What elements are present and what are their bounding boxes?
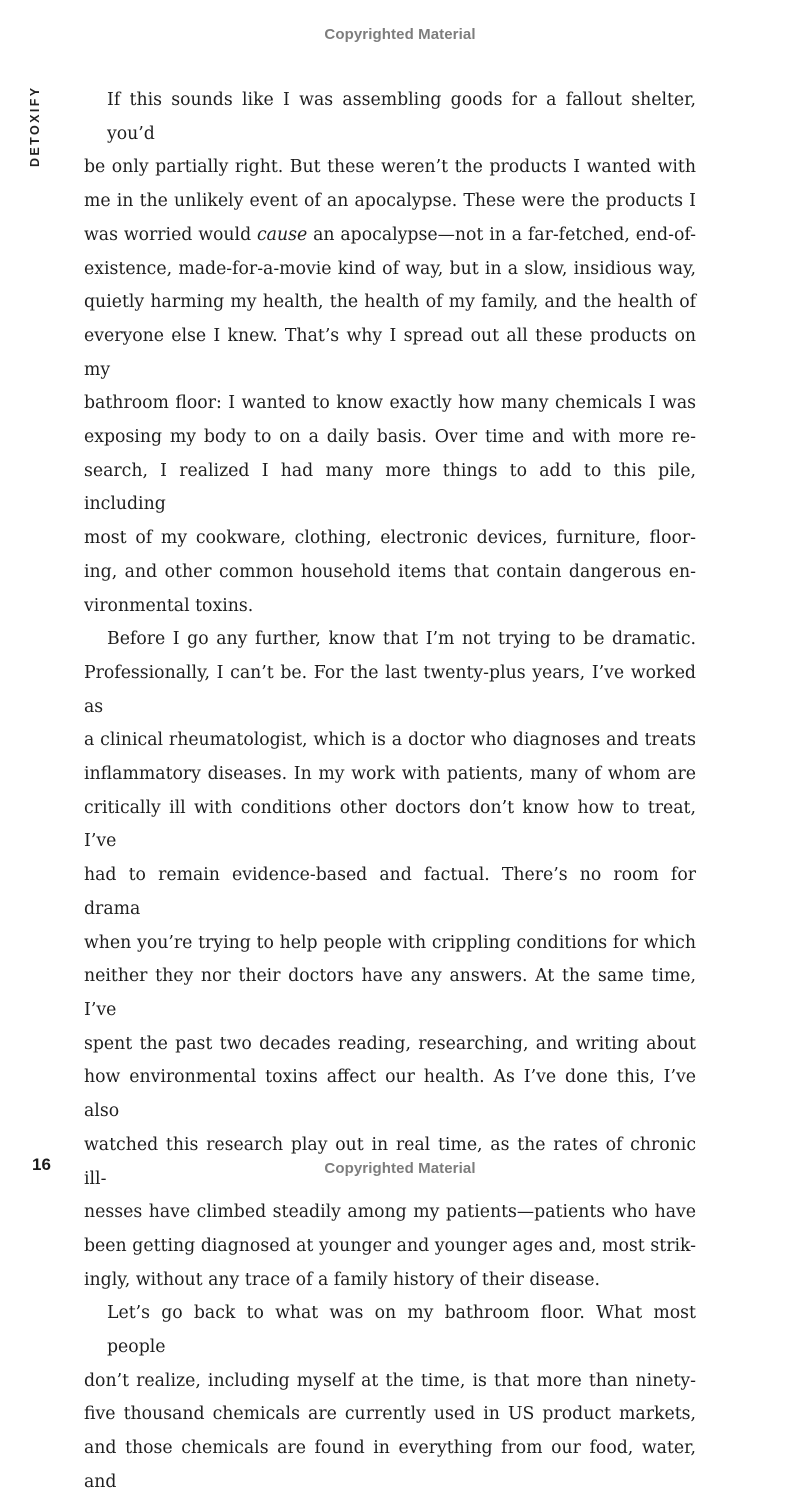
text-line: spent the past two decades reading, researching, and writing about [84, 1033, 696, 1054]
body-text [84, 84, 696, 1500]
text-line: ing, and other common household items that contain dangerous en- [84, 561, 696, 582]
text-line: a clinical rheumatologist, which is a doctor who diagnoses and treats [84, 730, 696, 751]
text-line: Before I go any further, know that I’m not trying to be dramatic. [107, 629, 696, 650]
running-head: DETOXIFY [28, 85, 42, 167]
text-line: vironmental toxins. [84, 595, 254, 616]
text-line: existence, made-for-a-movie kind of way, but in a slow, insidious way, [84, 258, 696, 279]
text-line: ingly, without any trace of a family history of their disease. [84, 1269, 600, 1290]
text-line: and those chemicals are found in everything from our food, water, and [84, 1438, 696, 1492]
text-line: search, I realized I had many more things to add to this pile, including [84, 460, 696, 515]
text-line [84, 219, 696, 253]
text-line: quietly harming my health, the health of my family, and the health of [84, 292, 696, 313]
text-line: Let’s go back to what was on my bathroom floor. What most people [107, 1303, 696, 1358]
text-line: when you’re trying to help people with crippling conditions for which [84, 932, 696, 953]
text-line: don’t realize, including myself at the time, is that more than ninety- [84, 1370, 696, 1391]
text-segment: was worried would [84, 224, 257, 245]
text-line: Professionally, I can’t be. For the last twenty-plus years, I’ve worked as [84, 662, 696, 717]
page-number: 16 [32, 1155, 51, 1174]
paragraph [84, 1297, 696, 1499]
text-line: If this sounds like I was assembling goods for a fallout shelter, you’d [107, 90, 696, 144]
text-line: exposing my body to on a daily basis. Over time and with more re- [84, 427, 696, 448]
text-line: bathroom floor: I wanted to know exactly how many chemicals I was [84, 393, 696, 414]
text-line: nesses have climbed steadily among my patients—patients who have [84, 1202, 696, 1223]
text-line: be only partially right. But these weren’t the products I wanted with [84, 157, 696, 178]
text-line: watched this research play out in real time, as the rates of chronic ill- [84, 1134, 696, 1189]
emphasis: cause [257, 224, 308, 245]
text-line: inflammatory diseases. In my work with patients, many of whom are [84, 764, 696, 785]
text-line: had to remain evidence-based and factual. There’s no room for drama [84, 865, 696, 919]
text-segment: an apocalypse—not in a far-fetched, end-of- [307, 224, 696, 245]
text-line: neither they nor their doctors have any answers. At the same time, I’ve [84, 966, 696, 1020]
text-line: how environmental toxins affect our health. As I’ve done this, I’ve also [84, 1067, 696, 1122]
text-line: most of my cookware, clothing, electronic devices, furniture, floor- [84, 528, 696, 549]
text-line: been getting diagnosed at younger and younger ages and, most strik- [84, 1235, 696, 1256]
copyright-watermark-top: Copyrighted Material [324, 26, 476, 43]
text-line: five thousand chemicals are currently used in US product markets, [84, 1404, 696, 1425]
paragraph [84, 623, 696, 1297]
text-line: critically ill with conditions other doctors don’t know how to treat, I’ve [84, 797, 696, 852]
text-line: everyone else I knew. That’s why I spread out all these products on my [84, 325, 696, 380]
text-line: me in the unlikely event of an apocalypse. These were the products I [84, 191, 696, 212]
copyright-watermark-bottom: Copyrighted Material [324, 1160, 476, 1177]
paragraph [84, 84, 696, 623]
